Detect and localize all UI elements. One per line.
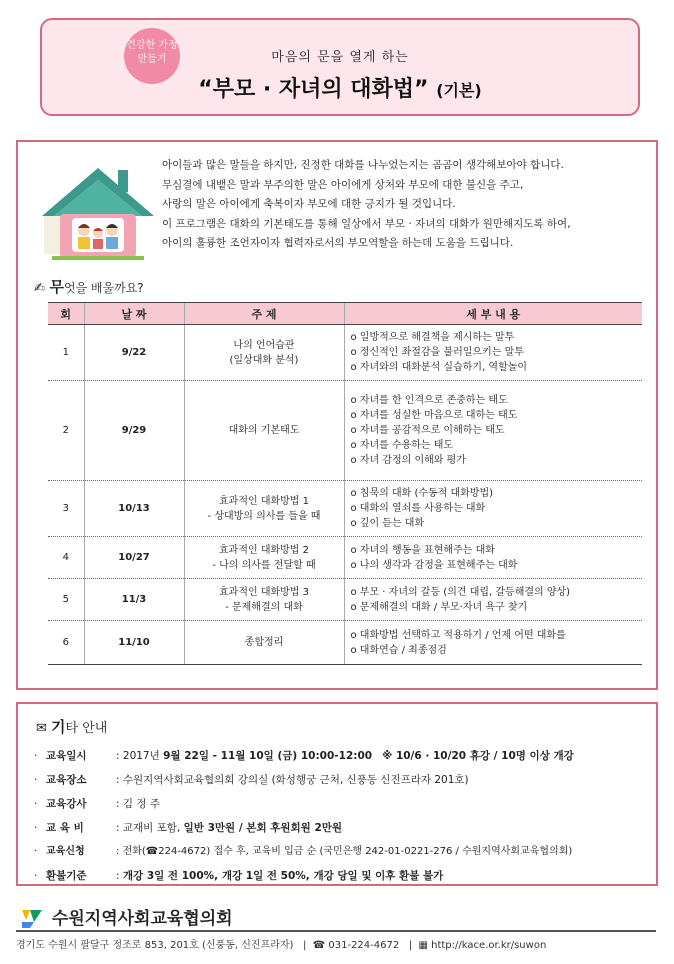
topic-line: - 문제해결의 대화 xyxy=(225,601,303,613)
topic-line: 효과적인 대화방법 3 xyxy=(219,586,309,598)
intro-line: 사랑의 말은 아이에게 축복이자 부모에 대한 긍지가 될 것입니다. xyxy=(162,198,456,210)
table-row xyxy=(48,325,642,381)
title-main: “부모 · 자녀의 대화법” xyxy=(198,77,429,102)
topic-line: 나의 언어습관 xyxy=(233,339,295,351)
row-date: 10/13 xyxy=(84,481,184,537)
detail-item: o 침묵의 대화 (수동적 대화방법) xyxy=(350,488,494,499)
row-details xyxy=(344,621,642,665)
info-list xyxy=(34,744,654,888)
intro-text xyxy=(162,156,642,254)
row-details xyxy=(344,381,642,481)
topic-line: - 상대방의 의사를 들을 때 xyxy=(207,510,321,522)
info-value: 2017년 xyxy=(122,750,160,762)
intro-line: 아이의 훌륭한 조언자이자 협력자로서의 부모역할을 하는데 도움을 드립니다. xyxy=(162,237,514,249)
detail-item: o 문제해결의 대화 / 부모·자녀 욕구 찾기 xyxy=(350,601,528,613)
detail-item: o 자녀와의 대화분석 실습하기, 역할놀이 xyxy=(350,362,528,373)
phone-icon: ☎ xyxy=(312,940,326,951)
program-box xyxy=(16,140,658,690)
row-details xyxy=(344,537,642,579)
row-details xyxy=(344,481,642,537)
detail-item: o 대화연습 / 최종점검 xyxy=(350,644,447,656)
info-label: 교육일시 xyxy=(46,750,87,762)
table-row xyxy=(48,381,642,481)
table-header-row xyxy=(48,303,642,325)
row-date: 11/3 xyxy=(84,579,184,621)
row-topic xyxy=(184,621,344,665)
row-no: 4 xyxy=(48,537,84,579)
topic-line: 효과적인 대화방법 2 xyxy=(219,544,309,556)
detail-item: o 깊이 듣는 대화 xyxy=(350,518,425,529)
info-label: 교육장소 xyxy=(46,774,87,786)
title-suffix: (기본) xyxy=(436,81,482,100)
intro-line: 이 프로그램은 대화의 기본태도를 통해 일상에서 부모 · 자녀의 대화가 원만해지도록 하여, xyxy=(162,217,571,230)
topic-line: 효과적인 대화방법 1 xyxy=(219,495,309,507)
table-row xyxy=(48,621,642,665)
table-row xyxy=(48,579,642,621)
info-label: 환불기준 xyxy=(46,870,87,882)
detail-item: o 자녀 감정의 이해와 평가 xyxy=(350,455,466,466)
kace-logo-icon xyxy=(20,908,44,930)
topic-line: 대화의 기본태도 xyxy=(228,425,300,436)
info-note: ※ 10/6 · 10/20 휴강 / 10명 이상 개강 xyxy=(382,750,574,762)
info-row: · 교육신청 : 전화(☎224-4672) 접수 후, 교육비 입금 순 (국민은행 242-01-0221-276 / 수원지역사회교육협의회) xyxy=(34,840,654,864)
row-topic xyxy=(184,381,344,481)
info-label: 교육강사 xyxy=(46,798,87,810)
detail-item: o 나의 생각과 감정을 표현해주는 대화 xyxy=(350,559,518,571)
badge-line1: 건강한 가정 xyxy=(126,40,178,51)
detail-item: o 자녀를 공감적으로 이해하는 태도 xyxy=(350,425,505,436)
header-banner xyxy=(40,18,640,116)
row-no: 2 xyxy=(48,381,84,481)
row-topic xyxy=(184,537,344,579)
intro-line: 아이들과 많은 말들을 하지만, 진정한 대화를 나누었는지는 곰곰이 생각해보아야 합니다. xyxy=(162,159,564,171)
website-link[interactable]: http://kace.or.kr/suwon xyxy=(431,940,547,951)
info-value-bold: 개강 3일 전 100%, 개강 1일 전 50%, 개강 당일 및 이후 환불 불가 xyxy=(122,870,444,882)
row-topic xyxy=(184,325,344,381)
info-row: · 교육장소 : 수원지역사회교육협의회 강의실 (화성행궁 근처, 신풍동 신진프라자 201호) xyxy=(34,768,654,792)
info-row: · 교육강사 : 김 정 주 xyxy=(34,792,654,816)
address: 경기도 수원시 팔달구 정조로 853, 201호 (신풍동, 신진프라자) xyxy=(16,940,294,951)
info-row: · 교육일시 : 2017년 9월 22일 - 11월 10일 (금) 10:00-12:00 ※ 10/6 · 10/20 휴강 / 10명 이상 개강 xyxy=(34,744,654,768)
org-name: 수원지역사회교육협의회 xyxy=(51,909,233,929)
detail-item: o 대화방법 선택하고 적용하기 / 언제 어떤 대화를 xyxy=(350,629,566,641)
phone: 031-224-4672 xyxy=(328,940,400,951)
other-info-box xyxy=(16,702,658,886)
section-heading xyxy=(34,276,144,297)
footer-divider xyxy=(16,930,656,932)
bullet-icon: · xyxy=(34,846,38,857)
info-value: 교재비 포함, xyxy=(122,822,181,834)
detail-item: o 자녀를 수용하는 태도 xyxy=(350,440,454,451)
section-heading-rest: 엇을 배울까요? xyxy=(63,281,144,295)
info-value-bold: 9월 22일 - 11월 10일 (금) 10:00-12:00 xyxy=(163,750,373,762)
detail-item: o 부모 · 자녀의 갈등 (의견 대립, 갈등해결의 양상) xyxy=(350,586,571,598)
section-heading-first: 무 xyxy=(49,278,64,296)
row-no: 5 xyxy=(48,579,84,621)
table-row xyxy=(48,481,642,537)
detail-item: o 정신적인 좌절감을 불러일으키는 말투 xyxy=(350,347,524,358)
row-no: 1 xyxy=(48,325,84,381)
detail-item: o 대화의 열쇠를 사용하는 대화 xyxy=(350,503,486,514)
org-logo xyxy=(20,904,233,930)
bullet-icon: · xyxy=(34,798,38,810)
info-heading xyxy=(36,716,107,737)
detail-item: o 자녀의 행동을 표현해주는 대화 xyxy=(350,544,495,556)
schedule-table xyxy=(48,302,642,665)
web-icon: ▦ xyxy=(418,940,428,951)
header-no: 회 xyxy=(48,303,84,325)
header-subtitle: 마음의 문을 열게 하는 xyxy=(271,50,409,65)
footer-contact: 경기도 수원시 팔달구 정조로 853, 201호 (신풍동, 신진프라자) | ☎ 031-224-4672 | ▦ http://kace.or.kr/suwon xyxy=(16,940,547,951)
row-no: 3 xyxy=(48,481,84,537)
header-details: 세 부 내 용 xyxy=(344,303,642,325)
topic-line: - 나의 의사를 전달할 때 xyxy=(212,559,316,571)
topic-line: (일상대화 분석) xyxy=(229,354,299,366)
info-value-bold: 일반 3만원 / 본회 후원회원 2만원 xyxy=(183,822,343,834)
intro-line: 무심결에 내뱉은 말과 부주의한 말은 아이에게 상처와 부모에 대한 불신을 주고, xyxy=(162,178,524,191)
row-details xyxy=(344,579,642,621)
row-details xyxy=(344,325,642,381)
info-value: 수원지역사회교육협의회 강의실 (화성행궁 근처, 신풍동 신진프라자 201호) xyxy=(122,774,469,786)
topic-line: 종합정리 xyxy=(244,637,284,648)
row-no: 6 xyxy=(48,621,84,665)
table-row xyxy=(48,537,642,579)
info-heading-first: 기 xyxy=(51,718,66,736)
bullet-icon: · xyxy=(34,774,38,786)
badge-line2: 만들기 xyxy=(137,54,167,65)
detail-item: o 일방적으로 해결책을 제시하는 말투 xyxy=(350,332,515,343)
info-value: 전화(☎224-4672) 접수 후, 교육비 입금 순 (국민은행 242-01-0221-276 / 수원지역사회교육협의회) xyxy=(122,846,573,857)
header-topic: 주 제 xyxy=(184,303,344,325)
bullet-icon: · xyxy=(34,822,38,834)
info-row: · 교 육 비 : 교재비 포함, 일반 3만원 / 본회 후원회원 2만원 xyxy=(34,816,654,840)
info-row: · 환불기준 : 개강 3일 전 100%, 개강 1일 전 50%, 개강 당일 및 이후 환불 불가 xyxy=(34,864,654,888)
info-label: 교육신청 xyxy=(46,846,85,857)
pencil-icon: ✍ xyxy=(34,281,45,296)
row-date: 11/10 xyxy=(84,621,184,665)
page-title xyxy=(42,72,638,103)
row-topic xyxy=(184,579,344,621)
bullet-icon: · xyxy=(34,870,38,882)
house-family-icon xyxy=(38,154,158,264)
info-heading-rest: 타 안내 xyxy=(65,721,108,736)
row-date: 9/22 xyxy=(84,325,184,381)
detail-item: o 자녀를 한 인격으로 존중하는 태도 xyxy=(350,395,508,406)
row-date: 10/27 xyxy=(84,537,184,579)
info-label: 교 육 비 xyxy=(46,822,84,834)
row-topic xyxy=(184,481,344,537)
info-value: 김 정 주 xyxy=(122,798,160,810)
header-date: 날 짜 xyxy=(84,303,184,325)
bullet-icon: · xyxy=(34,750,38,762)
detail-item: o 자녀를 성실한 마음으로 대하는 태도 xyxy=(350,410,518,421)
row-date: 9/29 xyxy=(84,381,184,481)
envelope-icon: ✉ xyxy=(36,721,47,736)
